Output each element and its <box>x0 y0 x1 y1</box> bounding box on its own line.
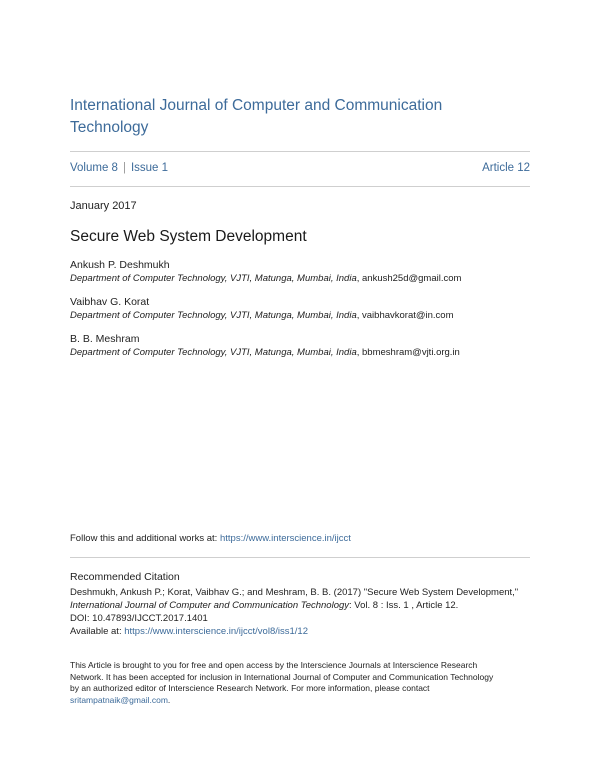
issue-separator: | <box>122 162 126 174</box>
notice-line-4 <box>70 695 540 707</box>
affiliation-text: Department of Computer Technology, VJTI, Matunga, Mumbai, India <box>70 273 357 284</box>
affiliation-text: Department of Computer Technology, VJTI, Matunga, Mumbai, India <box>70 347 357 358</box>
notice-line-1: This Article is brought to you for free and open access by the Interscience Journals at Interscience Research <box>70 660 478 670</box>
follow-line <box>70 533 351 544</box>
citation-source <box>70 599 540 612</box>
citation-heading: Recommended Citation <box>70 571 180 583</box>
citation-available <box>70 625 540 638</box>
author-name: Ankush P. Deshmukh <box>70 259 170 271</box>
issue-link[interactable]: Issue 1 <box>130 162 169 174</box>
publication-date: January 2017 <box>70 200 137 212</box>
author-affiliation: Department of Computer Technology, VJTI, Matunga, Mumbai, India, ankush25d@gmail.com <box>70 273 462 284</box>
issue-divider <box>70 186 530 187</box>
journal-title[interactable] <box>70 95 530 139</box>
author-affiliation: Department of Computer Technology, VJTI, Matunga, Mumbai, India, vaibhavkorat@in.com <box>70 310 454 321</box>
author-name: B. B. Meshram <box>70 333 140 345</box>
author-affiliation: Department of Computer Technology, VJTI, Matunga, Mumbai, India, bbmeshram@vjti.org.in <box>70 347 460 358</box>
author-3 <box>70 332 540 360</box>
journal-title-line2[interactable]: Technology <box>70 119 149 136</box>
citation-journal: International Journal of Computer and Communication Technology <box>70 600 350 611</box>
citation-volume: : Vol. 8 : Iss. 1 , Article 12. <box>349 600 459 611</box>
author-email: bbmeshram@vjti.org.in <box>362 347 460 358</box>
article-number-link[interactable]: Article 12 <box>482 162 530 174</box>
available-label: Available at: <box>70 626 125 637</box>
citation-authors: Deshmukh, Ankush P.; Korat, Vaibhav G.; and Meshram, B. B. (2017) "Secure Web System Development," <box>70 587 519 598</box>
volume-link[interactable]: Volume 8 <box>70 162 118 174</box>
citation-block <box>70 586 540 638</box>
available-link[interactable]: https://www.interscience.in/ijcct/vol8/iss1/12 <box>124 626 308 637</box>
author-email: ankush25d@gmail.com <box>362 273 462 284</box>
notice-line-3: by an authorized editor of Interscience Research Network. For more information, please contact <box>70 683 430 693</box>
notice-period: . <box>167 694 171 705</box>
author-1 <box>70 258 540 286</box>
issue-bar <box>70 162 530 178</box>
top-divider <box>70 151 530 152</box>
notice-line-2: Network. It has been accepted for inclusion in International Journal of Computer and Communication Technology <box>70 671 494 682</box>
author-2 <box>70 295 540 323</box>
contact-email-link[interactable]: sritampatnaik@gmail.com <box>70 694 168 705</box>
follow-link[interactable]: https://www.interscience.in/ijcct <box>219 533 351 544</box>
citation-doi: DOI: 10.47893/IJCCT.2017.1401 <box>70 613 208 624</box>
follow-text: Follow this and additional works at: <box>70 533 220 544</box>
author-email: vaibhavkorat@in.com <box>362 310 454 321</box>
article-title: Secure Web System Development <box>70 228 307 245</box>
affiliation-text: Department of Computer Technology, VJTI, Matunga, Mumbai, India <box>70 310 357 321</box>
citation-divider <box>70 557 530 558</box>
author-name: Vaibhav G. Korat <box>70 296 150 308</box>
journal-title-line1[interactable]: International Journal of Computer and Communication <box>70 97 443 114</box>
access-notice <box>70 660 540 706</box>
